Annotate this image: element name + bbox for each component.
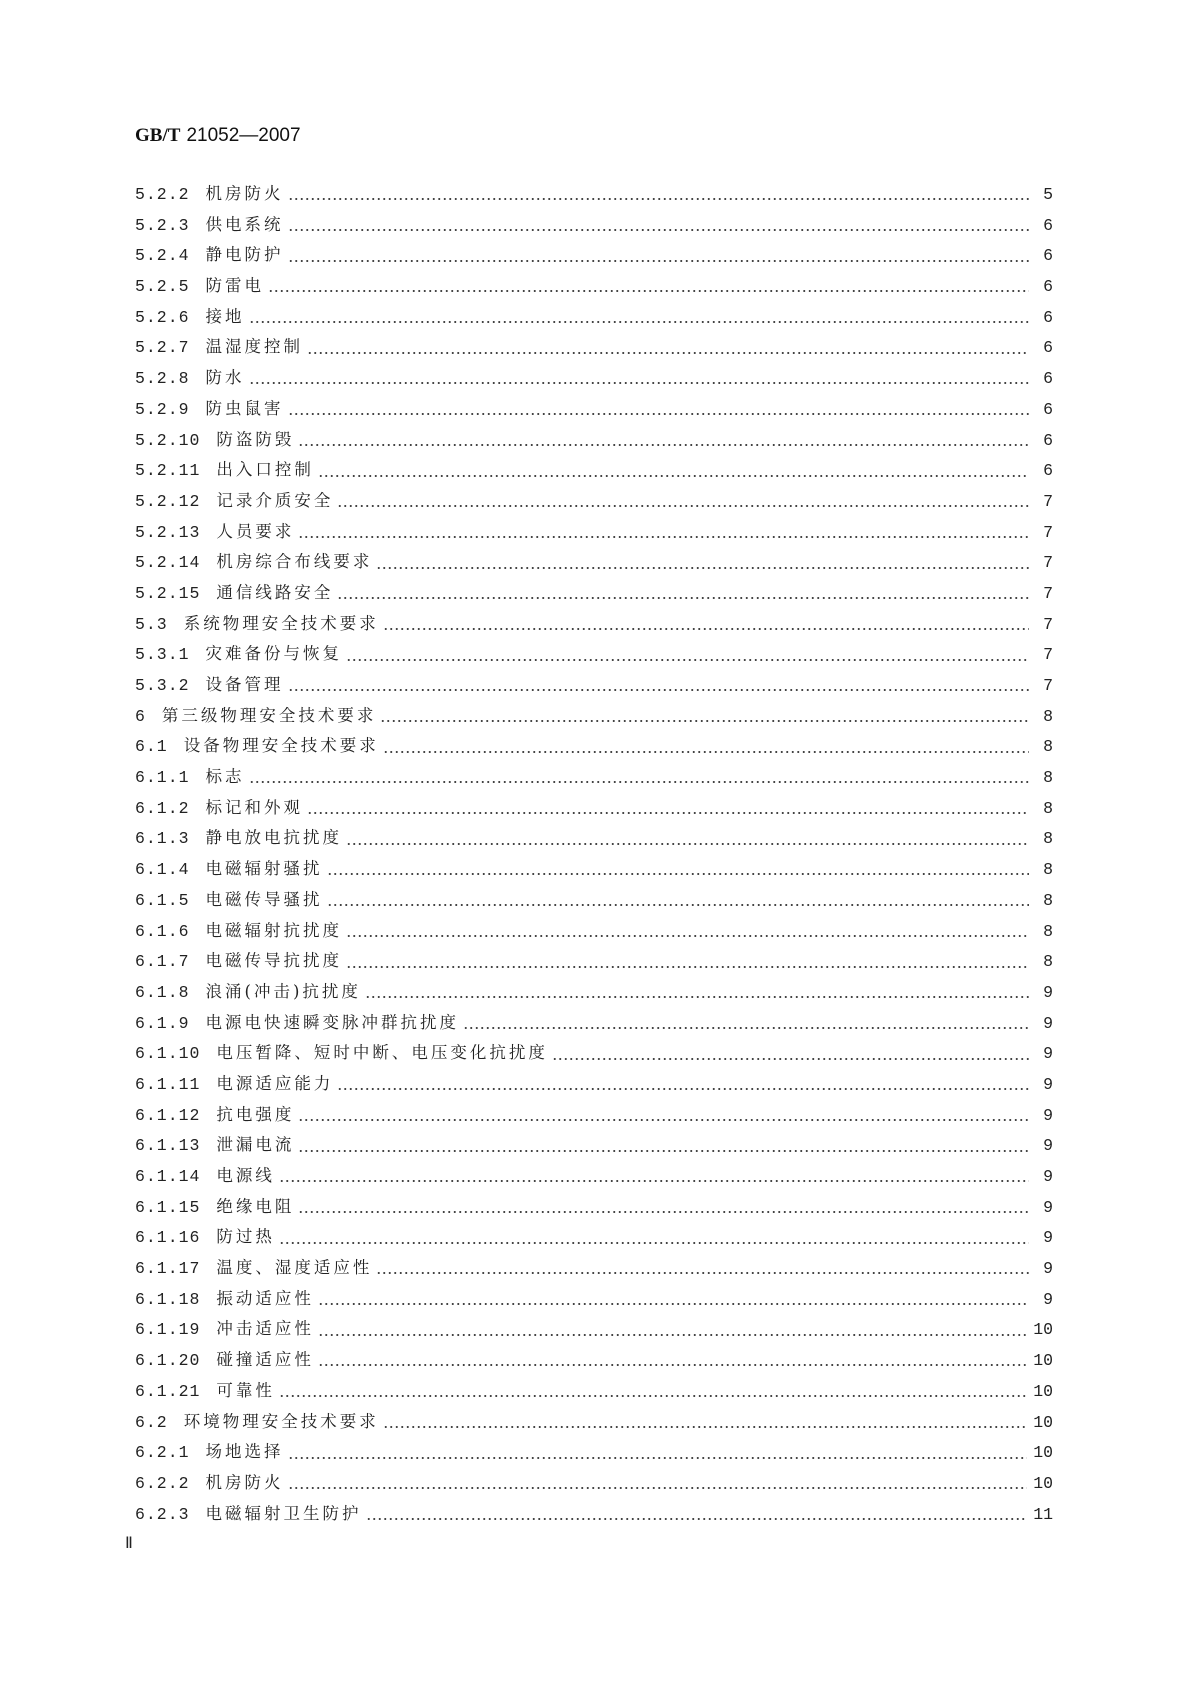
toc-entry[interactable] bbox=[135, 1222, 1053, 1253]
toc-entry[interactable] bbox=[135, 179, 1053, 210]
toc-entry-number: 6.1.9 bbox=[135, 1013, 190, 1033]
dot-leader bbox=[288, 197, 1029, 201]
toc-entry-title: 绝缘电阻 bbox=[216, 1196, 295, 1216]
dot-leader bbox=[288, 1456, 1028, 1460]
toc-entry-number: 6.1.16 bbox=[135, 1228, 201, 1248]
toc-entry[interactable] bbox=[135, 854, 1053, 885]
toc-entry-page: 8 bbox=[1043, 768, 1053, 788]
toc-entry[interactable] bbox=[135, 1284, 1053, 1315]
toc-entry-page: 6 bbox=[1043, 246, 1053, 266]
toc-entry-title: 机房防火 bbox=[205, 1472, 284, 1492]
dot-leader bbox=[365, 995, 1029, 999]
toc-entry-page: 5 bbox=[1043, 185, 1053, 204]
toc-entry-page: 10 bbox=[1033, 1351, 1053, 1371]
toc-entry-number: 6.1.4 bbox=[135, 860, 190, 880]
dot-leader bbox=[249, 780, 1029, 784]
toc-entry-page: 8 bbox=[1043, 829, 1053, 849]
dot-leader bbox=[298, 443, 1029, 447]
toc-entry-page: 10 bbox=[1033, 1473, 1053, 1493]
toc-entry[interactable] bbox=[135, 1100, 1053, 1131]
page-number-footer: Ⅱ bbox=[125, 1535, 133, 1552]
toc-entry-number: 6.1.14 bbox=[135, 1167, 201, 1186]
toc-entry-title: 电磁辐射抗扰度 bbox=[205, 920, 343, 940]
toc-entry-title: 电源线 bbox=[216, 1166, 275, 1185]
toc-entry-title: 静电放电抗扰度 bbox=[205, 828, 343, 848]
toc-entry[interactable] bbox=[135, 609, 1053, 640]
toc-entry-title: 振动适应性 bbox=[216, 1288, 314, 1308]
toc-entry-number: 6.1.5 bbox=[135, 890, 190, 910]
toc-entry[interactable] bbox=[135, 1253, 1053, 1284]
toc-entry-page: 9 bbox=[1043, 1105, 1053, 1125]
toc-entry-page: 8 bbox=[1043, 921, 1053, 941]
toc-entry-number: 6.1.2 bbox=[135, 798, 190, 818]
toc-entry-title: 防雷电 bbox=[205, 276, 265, 296]
toc-entry[interactable] bbox=[135, 701, 1053, 732]
toc-entry-title: 防盗防毁 bbox=[216, 429, 295, 449]
toc-entry-number: 5.2.15 bbox=[135, 583, 201, 603]
toc-entry-title: 电源适应能力 bbox=[216, 1073, 334, 1093]
dot-leader bbox=[318, 1302, 1029, 1306]
toc-entry[interactable] bbox=[135, 332, 1053, 363]
toc-entry-title: 泄漏电流 bbox=[216, 1135, 295, 1155]
toc-entry-page: 6 bbox=[1043, 215, 1053, 235]
toc-entry-page: 7 bbox=[1043, 491, 1053, 511]
toc-entry-number: 6.1.15 bbox=[135, 1197, 201, 1217]
toc-entry-page: 8 bbox=[1043, 798, 1053, 818]
toc-entry-title: 冲击适应性 bbox=[216, 1319, 314, 1339]
toc-entry-page: 9 bbox=[1043, 1259, 1053, 1279]
toc-entry-page: 8 bbox=[1043, 952, 1053, 972]
standard-code: GB/T bbox=[135, 125, 181, 146]
toc-entry[interactable] bbox=[135, 1437, 1053, 1468]
toc-entry-title: 碰撞适应性 bbox=[216, 1350, 314, 1370]
toc-entry-page: 6 bbox=[1043, 461, 1053, 481]
toc-entry[interactable] bbox=[135, 731, 1053, 762]
dot-leader bbox=[337, 1087, 1029, 1091]
toc-entry-page: 9 bbox=[1043, 1167, 1053, 1186]
dot-leader bbox=[383, 1425, 1027, 1429]
dot-leader bbox=[288, 228, 1029, 232]
dot-leader bbox=[288, 1486, 1028, 1490]
dot-leader bbox=[376, 566, 1029, 570]
toc-entry-title: 设备物理安全技术要求 bbox=[183, 736, 379, 756]
toc-entry-number: 5.2.7 bbox=[135, 338, 190, 358]
toc-entry-title: 记录介质安全 bbox=[216, 490, 334, 510]
toc-entry-number: 6.1.7 bbox=[135, 952, 190, 972]
toc-entry[interactable] bbox=[135, 977, 1053, 1008]
toc-entry-number: 5.3.2 bbox=[135, 676, 190, 695]
toc-entry-number: 5.3 bbox=[135, 614, 168, 634]
dot-leader bbox=[318, 1363, 1027, 1367]
dot-leader bbox=[249, 381, 1029, 385]
toc-entry[interactable] bbox=[135, 578, 1053, 609]
dot-leader bbox=[288, 259, 1029, 263]
toc-entry-number: 5.2.12 bbox=[135, 491, 201, 511]
toc-entry-title: 场地选择 bbox=[205, 1442, 284, 1462]
toc-entry-page: 7 bbox=[1043, 522, 1053, 542]
dot-leader bbox=[307, 811, 1029, 815]
toc-entry-number: 6.1.18 bbox=[135, 1289, 201, 1309]
toc-entry-page: 10 bbox=[1033, 1443, 1053, 1463]
dot-leader bbox=[279, 1179, 1029, 1183]
toc-entry-title: 防水 bbox=[205, 368, 245, 388]
toc-entry[interactable] bbox=[135, 1407, 1053, 1438]
dot-leader bbox=[327, 903, 1029, 907]
dot-leader bbox=[346, 658, 1029, 662]
toc-entry-number: 5.3.1 bbox=[135, 645, 190, 665]
toc-entry-number: 6.1.10 bbox=[135, 1044, 201, 1064]
dot-leader bbox=[383, 627, 1029, 631]
table-of-contents bbox=[135, 179, 1053, 1529]
toc-entry-title: 防过热 bbox=[216, 1227, 275, 1247]
toc-entry-number: 5.2.14 bbox=[135, 553, 201, 573]
toc-entry-title: 电源电快速瞬变脉冲群抗扰度 bbox=[205, 1012, 460, 1032]
dot-leader bbox=[268, 289, 1029, 293]
toc-entry[interactable] bbox=[135, 1069, 1053, 1100]
toc-entry-title: 系统物理安全技术要求 bbox=[183, 613, 379, 633]
toc-entry-page: 10 bbox=[1033, 1412, 1053, 1432]
toc-entry-title: 机房综合布线要求 bbox=[216, 552, 373, 572]
toc-entry-title: 设备管理 bbox=[205, 675, 284, 694]
dot-leader bbox=[318, 474, 1029, 478]
toc-entry-number: 5.2.9 bbox=[135, 399, 190, 419]
toc-entry-page: 7 bbox=[1043, 583, 1053, 603]
toc-entry-title: 环境物理安全技术要求 bbox=[183, 1411, 379, 1431]
dot-leader bbox=[318, 1333, 1027, 1337]
toc-entry[interactable] bbox=[135, 425, 1053, 456]
toc-entry-page: 7 bbox=[1043, 553, 1053, 573]
toc-entry-page: 9 bbox=[1043, 1013, 1053, 1033]
toc-entry-page: 8 bbox=[1043, 706, 1053, 726]
toc-entry[interactable] bbox=[135, 1499, 1053, 1530]
toc-entry-number: 5.2.2 bbox=[135, 185, 190, 204]
toc-entry-page: 6 bbox=[1043, 399, 1053, 419]
toc-entry-number: 6.1.20 bbox=[135, 1351, 201, 1371]
document-header bbox=[135, 124, 301, 147]
toc-entry-title: 人员要求 bbox=[216, 521, 295, 541]
toc-entry-title: 温湿度控制 bbox=[205, 337, 304, 357]
toc-entry-number: 6.1.6 bbox=[135, 921, 190, 941]
toc-entry-title: 可靠性 bbox=[216, 1380, 275, 1400]
toc-entry[interactable] bbox=[135, 210, 1053, 241]
toc-entry-number: 5.2.13 bbox=[135, 522, 201, 542]
toc-entry-number: 6.1.12 bbox=[135, 1105, 201, 1125]
toc-entry-title: 第三级物理安全技术要求 bbox=[161, 705, 377, 725]
toc-entry[interactable] bbox=[135, 1376, 1053, 1407]
toc-entry[interactable] bbox=[135, 1192, 1053, 1223]
toc-entry[interactable] bbox=[135, 670, 1053, 701]
toc-entry-number: 5.2.10 bbox=[135, 430, 201, 450]
dot-leader bbox=[298, 535, 1029, 539]
dot-leader bbox=[337, 596, 1029, 600]
toc-entry[interactable] bbox=[135, 363, 1053, 394]
toc-entry-number: 6.1.13 bbox=[135, 1136, 201, 1156]
toc-entry-number: 6.2.1 bbox=[135, 1443, 190, 1463]
toc-entry-title: 电磁辐射卫生防护 bbox=[205, 1503, 362, 1523]
toc-entry[interactable] bbox=[135, 455, 1053, 486]
toc-entry-title: 接地 bbox=[205, 306, 245, 326]
toc-entry-number: 6.2.3 bbox=[135, 1504, 190, 1524]
toc-entry[interactable] bbox=[135, 793, 1053, 824]
toc-entry-page: 7 bbox=[1043, 645, 1053, 665]
toc-entry-number: 5.2.11 bbox=[135, 461, 201, 481]
toc-entry-title: 供电系统 bbox=[205, 214, 284, 234]
dot-leader bbox=[298, 1210, 1029, 1214]
toc-entry[interactable] bbox=[135, 517, 1053, 548]
toc-entry[interactable] bbox=[135, 946, 1053, 977]
toc-entry[interactable] bbox=[135, 916, 1053, 947]
toc-entry-title: 防虫鼠害 bbox=[205, 398, 284, 418]
toc-entry[interactable] bbox=[135, 1038, 1053, 1069]
toc-entry[interactable] bbox=[135, 394, 1053, 425]
toc-entry-title: 电磁辐射骚扰 bbox=[205, 859, 323, 879]
toc-entry-number: 6.1.8 bbox=[135, 982, 190, 1002]
toc-entry-number: 6.1.17 bbox=[135, 1259, 201, 1279]
toc-entry[interactable] bbox=[135, 1314, 1053, 1345]
toc-entry[interactable] bbox=[135, 1008, 1053, 1039]
toc-entry-number: 5.2.6 bbox=[135, 307, 190, 327]
dot-leader bbox=[380, 719, 1029, 723]
dot-leader bbox=[327, 872, 1029, 876]
toc-entry-page: 9 bbox=[1043, 1289, 1053, 1309]
dot-leader bbox=[552, 1057, 1029, 1061]
dot-leader bbox=[298, 1118, 1029, 1122]
dot-leader bbox=[298, 1149, 1029, 1153]
toc-entry-title: 浪涌(冲击)抗扰度 bbox=[205, 981, 361, 1001]
toc-entry[interactable] bbox=[135, 271, 1053, 302]
dot-leader bbox=[346, 842, 1029, 846]
standard-number: 21052—2007 bbox=[186, 125, 301, 146]
dot-leader bbox=[366, 1517, 1028, 1521]
toc-entry-title: 标志 bbox=[205, 767, 245, 787]
toc-entry-page: 9 bbox=[1043, 1136, 1053, 1156]
toc-entry-page: 8 bbox=[1043, 737, 1053, 757]
dot-leader bbox=[249, 320, 1029, 324]
dot-leader bbox=[463, 1026, 1029, 1030]
toc-entry[interactable] bbox=[135, 1468, 1053, 1499]
dot-leader bbox=[383, 750, 1029, 754]
toc-entry[interactable] bbox=[135, 302, 1053, 333]
toc-entry-page: 7 bbox=[1043, 614, 1053, 634]
toc-entry-number: 6.2.2 bbox=[135, 1473, 190, 1493]
toc-entry-title: 电压暂降、短时中断、电压变化抗扰度 bbox=[216, 1043, 548, 1063]
toc-entry-page: 9 bbox=[1043, 1074, 1053, 1094]
toc-entry-title: 标记和外观 bbox=[205, 797, 304, 817]
dot-leader bbox=[288, 688, 1029, 692]
toc-entry-title: 电磁传导骚扰 bbox=[205, 889, 323, 909]
toc-entry-number: 5.2.4 bbox=[135, 246, 190, 266]
toc-entry-page: 8 bbox=[1043, 860, 1053, 880]
toc-entry[interactable] bbox=[135, 1161, 1053, 1192]
toc-entry-number: 6.1.3 bbox=[135, 829, 190, 849]
dot-leader bbox=[279, 1241, 1029, 1245]
toc-entry-title: 抗电强度 bbox=[216, 1104, 295, 1124]
toc-entry-number: 6.1.19 bbox=[135, 1320, 201, 1340]
toc-entry-page: 7 bbox=[1043, 676, 1053, 695]
toc-entry-title: 温度、湿度适应性 bbox=[216, 1258, 373, 1278]
toc-entry-title: 静电防护 bbox=[205, 245, 284, 265]
toc-entry[interactable] bbox=[135, 762, 1053, 793]
toc-entry-page: 6 bbox=[1043, 277, 1053, 297]
toc-entry-page: 6 bbox=[1043, 307, 1053, 327]
toc-entry[interactable] bbox=[135, 547, 1053, 578]
toc-entry-number: 6.1 bbox=[135, 737, 168, 757]
toc-entry[interactable] bbox=[135, 240, 1053, 271]
toc-entry-title: 机房防火 bbox=[205, 184, 284, 203]
toc-entry-page: 9 bbox=[1043, 1044, 1053, 1064]
toc-entry-title: 灾难备份与恢复 bbox=[205, 644, 343, 664]
toc-entry[interactable] bbox=[135, 1130, 1053, 1161]
toc-entry-page: 9 bbox=[1043, 982, 1053, 1002]
toc-entry-page: 9 bbox=[1043, 1228, 1053, 1248]
toc-entry-number: 6 bbox=[135, 706, 146, 726]
dot-leader bbox=[346, 965, 1029, 969]
dot-leader bbox=[337, 504, 1029, 508]
toc-entry[interactable] bbox=[135, 639, 1053, 670]
toc-entry[interactable] bbox=[135, 486, 1053, 517]
dot-leader bbox=[288, 412, 1029, 416]
toc-entry-page: 9 bbox=[1043, 1197, 1053, 1217]
toc-entry-title: 出入口控制 bbox=[216, 460, 314, 480]
toc-entry-page: 6 bbox=[1043, 430, 1053, 450]
toc-entry-page: 8 bbox=[1043, 890, 1053, 910]
toc-entry-title: 电磁传导抗扰度 bbox=[205, 951, 343, 971]
toc-entry-number: 5.2.3 bbox=[135, 215, 190, 235]
toc-entry[interactable] bbox=[135, 885, 1053, 916]
toc-entry-number: 6.1.1 bbox=[135, 768, 190, 788]
toc-entry[interactable] bbox=[135, 823, 1053, 854]
toc-entry-page: 11 bbox=[1033, 1504, 1053, 1524]
toc-entry-page: 6 bbox=[1043, 369, 1053, 389]
toc-entry-page: 6 bbox=[1043, 338, 1053, 358]
toc-entry-page: 10 bbox=[1033, 1381, 1053, 1401]
toc-entry-page: 10 bbox=[1033, 1320, 1053, 1340]
toc-entry-number: 5.2.8 bbox=[135, 369, 190, 389]
toc-entry-number: 5.2.5 bbox=[135, 277, 190, 297]
toc-entry-number: 6.2 bbox=[135, 1412, 168, 1432]
dot-leader bbox=[346, 934, 1029, 938]
toc-entry-title: 通信线路安全 bbox=[216, 582, 334, 602]
dot-leader bbox=[307, 351, 1029, 355]
toc-entry-number: 6.1.21 bbox=[135, 1381, 201, 1401]
dot-leader bbox=[279, 1394, 1027, 1398]
dot-leader bbox=[376, 1271, 1029, 1275]
toc-entry-number: 6.1.11 bbox=[135, 1074, 201, 1094]
toc-entry[interactable] bbox=[135, 1345, 1053, 1376]
